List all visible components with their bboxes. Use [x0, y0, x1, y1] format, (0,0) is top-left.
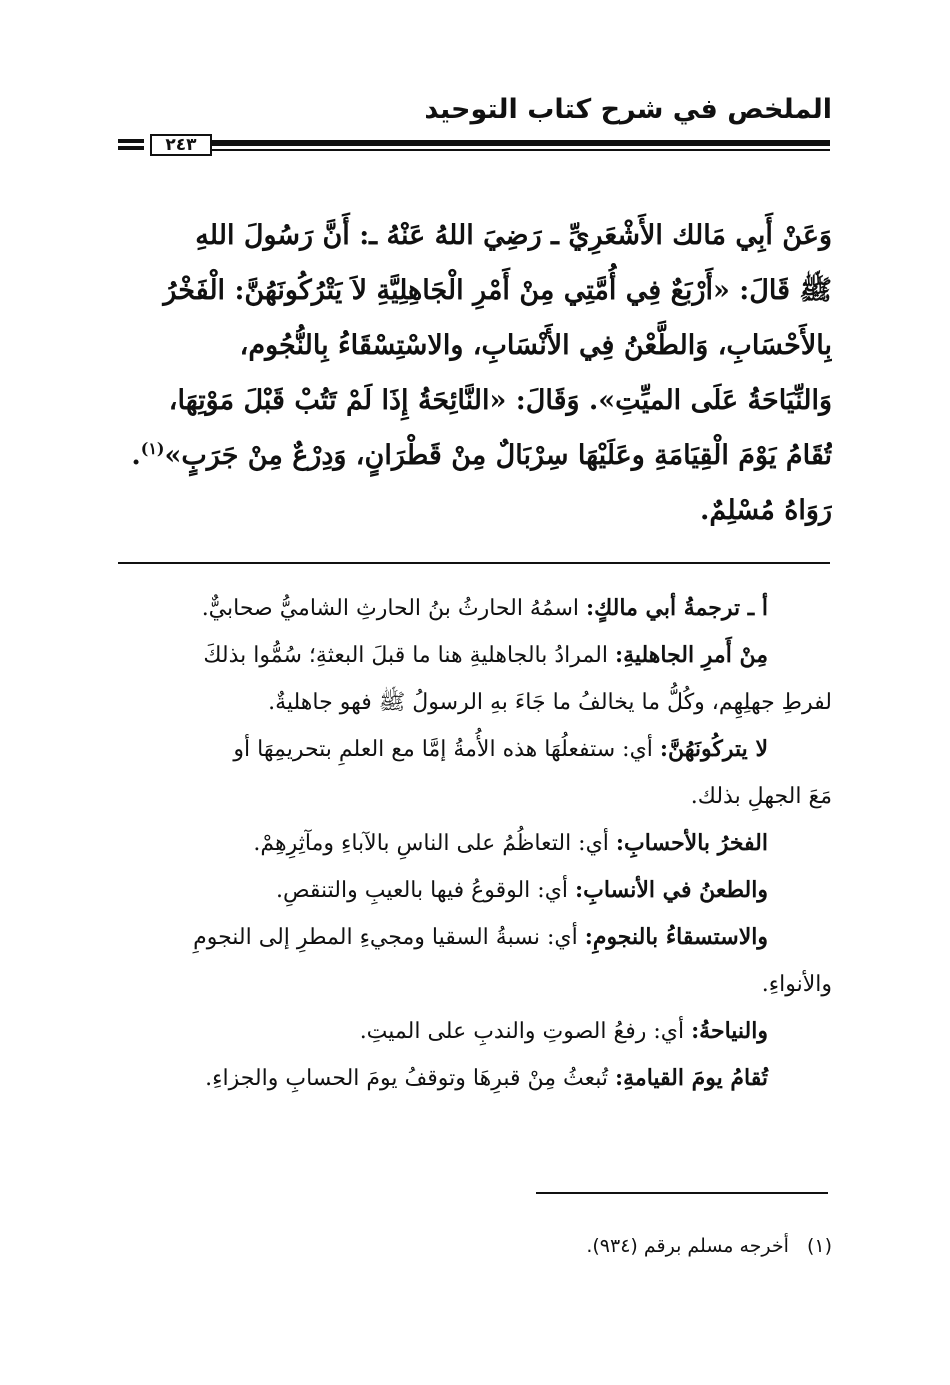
- note-text: لفرطِ جهلِهِم، وكُلُّ ما يخالفُ ما جَاءَ بهِ الرسولُ ﷺ فهو جاهليةٌ.: [268, 690, 832, 715]
- hadith-line: بِالأَحْسَابِ، وَالطَّعْنُ فِي الأَنْسَابِ، والاسْتِسْقَاءُ بِالنُّجُوم،: [239, 330, 832, 361]
- hadith-line: [120, 428, 832, 483]
- hadith-line: وَالنِّيَاحَةُ عَلَى الميِّتِ». وَقَالَ: «النَّائِحَةُ إِذَا لَمْ تَتُبْ قَبْلَ مَوْتِهَا،: [168, 385, 832, 416]
- note-text: والأنواءِ.: [761, 972, 832, 997]
- note-term: لا يتركُونَهُنَّ:: [659, 736, 768, 762]
- note-line: [120, 1008, 832, 1055]
- footnote-separator: [536, 1192, 828, 1194]
- note-line: [120, 632, 832, 679]
- header-rule-thick: [212, 140, 830, 146]
- note-text: أي: ستفعلُهَا هذه الأُمةُ إمَّا مع العلمِ بتحريمِهَا أو: [233, 737, 660, 762]
- section-separator: [118, 562, 830, 564]
- footnote: [120, 1232, 832, 1260]
- hadith-line-text: تُقَامُ يَوْمَ الْقِيَامَةِ وعَلَيْهَا سِرْبَالٌ مِنْ قَطْرَانٍ، وَدِرْعٌ مِنْ جَرَبٍ»: [164, 440, 832, 471]
- hadith-text: [120, 208, 832, 538]
- header-rule: [118, 134, 830, 156]
- note-term: تُقامُ يومَ القيامةِ:: [615, 1065, 768, 1091]
- hadith-line: وَعَنْ أَبِي مَالك الأَشْعَرِيِّ ـ رَضِيَ اللهُ عَنْهُ ـ: أَنَّ رَسُولَ اللهِ: [195, 220, 832, 251]
- hadith-line: رَوَاهُ مُسْلِمٌ.: [700, 495, 832, 526]
- note-term: والطعنُ في الأنسابِ:: [575, 877, 768, 903]
- note-text: أي: رفعُ الصوتِ والندبِ على الميتِ.: [359, 1019, 692, 1044]
- page-number: ٢٤٣: [150, 134, 212, 156]
- note-line: [120, 867, 832, 914]
- hadith-line-tail: .: [131, 440, 141, 471]
- note-term: أ ـ ترجمةُ أبي مالكٍ:: [586, 595, 768, 621]
- note-text: مَعَ الجهلِ بذلك.: [690, 784, 832, 809]
- header-dash: [118, 146, 144, 150]
- explanation-notes: [120, 585, 832, 1102]
- note-term: مِنْ أَمرِ الجاهليةِ:: [614, 642, 768, 668]
- header-dash: [118, 139, 144, 143]
- note-text: أي: التعاظُمُ على الناسِ بالآباءِ ومآثِرِهِمْ.: [253, 831, 616, 856]
- footnote-text: أخرجه مسلم برقم (٩٣٤).: [586, 1235, 789, 1257]
- note-line: [120, 820, 832, 867]
- note-term: والنياحةُ:: [691, 1018, 768, 1044]
- note-term: الفخرُ بالأحسابِ:: [615, 830, 768, 856]
- note-line: [120, 961, 832, 1008]
- note-line: [120, 914, 832, 961]
- running-title: الملخص في شرح كتاب التوحيد: [424, 94, 832, 125]
- note-line: [120, 679, 832, 726]
- note-text: تُبعثُ مِنْ قبرِهَا وتوقفُ يومَ الحسابِ والجزاءِ.: [205, 1066, 615, 1091]
- note-text: أي: نسبةُ السقيا ومجيءِ المطرِ إلى النجومِ: [193, 925, 585, 950]
- note-line: [120, 773, 832, 820]
- footnote-number: (١): [806, 1235, 832, 1257]
- note-text: المرادُ بالجاهليةِ هنا ما قبلَ البعثةِ؛ سُمُّوا بذلكَ: [203, 643, 615, 668]
- header-rule-thin: [212, 149, 830, 151]
- note-line: [120, 585, 832, 632]
- hadith-line: ﷺ قَالَ: «أَرْبَعٌ فِي أُمَّتِي مِنْ أَمْرِ الْجَاهِلِيَّةِ لاَ يَتْرُكُونَهُنَّ: الْفَخْرُ: [163, 275, 832, 306]
- footnote-marker: (١): [140, 439, 165, 458]
- note-line: [120, 1055, 832, 1102]
- note-term: والاستسقاءُ بالنجومِ:: [584, 924, 768, 950]
- note-text: أي: الوقوعُ فيها بالعيبِ والتنقصِ.: [275, 878, 576, 903]
- note-text: اسمُهُ الحارثُ بنُ الحارثِ الشاميُّ صحابيٌّ.: [201, 596, 586, 621]
- note-line: [120, 726, 832, 773]
